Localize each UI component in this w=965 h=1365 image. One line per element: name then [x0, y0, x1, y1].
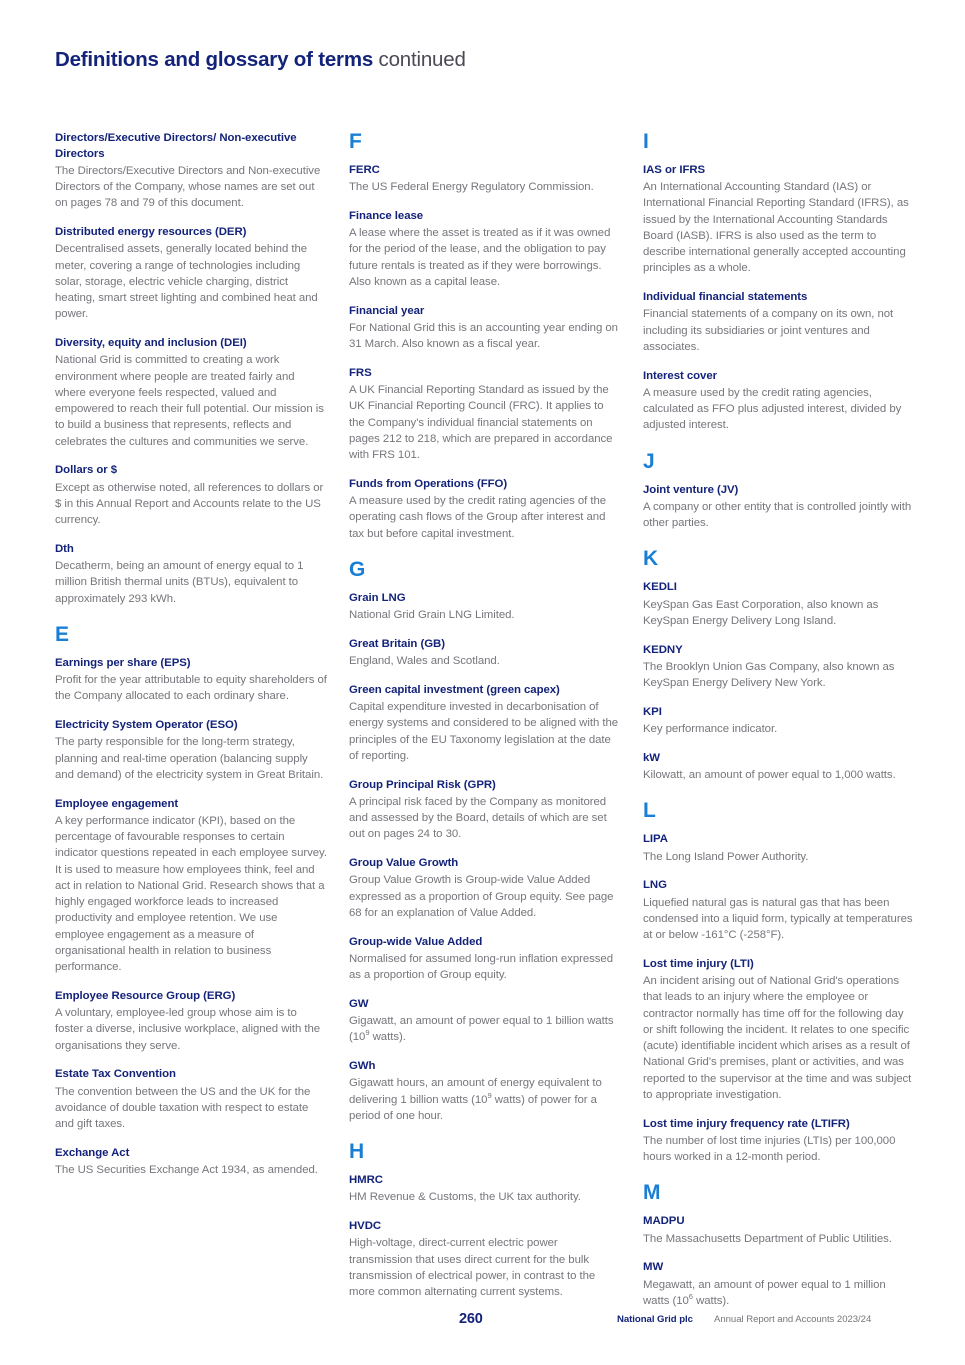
glossary-term: Electricity System Operator (ESO) [55, 719, 238, 732]
footer-company-name: National Grid plc [617, 1314, 693, 1325]
glossary-entry [349, 477, 621, 542]
glossary-columns [55, 131, 915, 1309]
glossary-term: Individual financial statements [643, 291, 808, 304]
glossary-definition: A lease where the asset is treated as if it was owned for the period of the lease, and the obligation to pay future rentals is treated as if they were borrowings. Also known as a capital lease. [349, 227, 611, 288]
glossary-definition: Megawatt, an amount of power equal to 1 million watts ($10^6$ watts). [643, 1278, 886, 1307]
page-title-main: Definitions and glossary of terms [55, 48, 374, 71]
glossary-term: Joint venture (JV) [643, 483, 739, 496]
glossary-definition: High-voltage, direct-current electric power transmission that uses direct current for the bulk transmission of electrical power, in contrast to the more common alternating current systems. [349, 1237, 596, 1299]
glossary-definition: The convention between the US and the UK for the avoidance of double taxation with respect to estate and gift taxes. [55, 1085, 311, 1131]
glossary-term: GW [349, 997, 369, 1010]
glossary-term: IAS or IFRS [643, 164, 706, 176]
glossary-term: KPI [643, 705, 662, 718]
glossary-entry [55, 463, 327, 528]
glossary-term: FERC [349, 164, 380, 176]
glossary-definition: KeySpan Gas East Corporation, also known as KeySpan Energy Delivery Long Island. [643, 598, 879, 627]
glossary-entry [643, 832, 915, 864]
glossary-term: FRS [349, 366, 372, 379]
glossary-definition: For National Grid this is an accounting year ending on 31 March. Also known as a fiscal year. [349, 321, 618, 351]
glossary-term: Grain LNG [349, 591, 406, 604]
page-title [55, 48, 466, 72]
letter-heading-g: G [349, 557, 366, 581]
letter-heading-l: L [643, 799, 656, 823]
letter-heading-h: H [349, 1140, 365, 1164]
glossary-definition: A measure used by the credit rating agencies, calculated as FFO plus adjusted interest, divided by adjusted interest. [643, 386, 902, 432]
glossary-entry [643, 957, 915, 1103]
glossary-definition: A measure used by the credit rating agencies of the operating cash flows of the Group after interest and tax but before capital investment. [349, 495, 607, 540]
glossary-term: MADPU [643, 1215, 685, 1228]
glossary-term: Employee engagement [55, 797, 179, 810]
glossary-definition: An International Accounting Standard (IAS) or International Financial Reporting Standard (IFRS), as issued by the International Accounting Standards Board (IASB). IFRS is also used as the term to describe international generally accepted accounting principles as a whole. [643, 181, 909, 275]
glossary-entry [349, 1219, 621, 1300]
glossary-term: HVDC [349, 1220, 382, 1233]
glossary-entry [55, 718, 327, 783]
glossary-definition: Profit for the year attributable to equity shareholders of the Company allocated to each ordinary share. [55, 674, 327, 703]
glossary-entry [349, 1059, 621, 1124]
glossary-entry [349, 856, 621, 921]
glossary-entry [349, 209, 621, 290]
glossary-definition: National Grid is committed to creating a work environment where people are treated fairly and where everyone feels respected, valued and empowered to reach their full potential. Our mission is to build a business that represents, reflects and celebrates the cultures and communities we serve. [55, 354, 324, 448]
glossary-definition: A UK Financial Reporting Standard as issued by the UK Financial Reporting Council (FRC). It applies to the Company's individual financial statements on pages 212 to 218, which are prepared in accordance with FRS 101. [349, 384, 613, 462]
glossary-definition: Liquefied natural gas is natural gas that has been condensed into a liquid form, typically at temperatures at or below -161°C (-258°F). [643, 896, 913, 942]
glossary-entry [55, 542, 327, 607]
page-title-continued: continued [378, 48, 466, 71]
glossary-entry [349, 591, 621, 623]
glossary-entry [643, 1260, 915, 1309]
glossary-term: Interest cover [643, 369, 718, 382]
glossary-term: LNG [643, 879, 667, 892]
glossary-definition: England, Wales and Scotland. [349, 655, 500, 668]
glossary-entry [643, 1117, 915, 1166]
glossary-entry [643, 290, 915, 355]
glossary-column-2 [349, 131, 621, 1309]
glossary-definition: The party responsible for the long-term strategy, planning and real-time operation (balancing supply and demand) of the electricity system in Great Britain. [55, 736, 324, 781]
glossary-term: Lost time injury frequency rate (LTIFR) [643, 1117, 850, 1130]
glossary-definition: HM Revenue & Customs, the UK tax authority. [349, 1191, 581, 1204]
glossary-entry [349, 935, 621, 984]
glossary-term: Financial year [349, 304, 425, 317]
glossary-definition: A key performance indicator (KPI), based on the percentage of favourable responses to certain indicator questions repeated in each employee survey. It is used to measure how employees think, feel and act in relation to National Grid. Research shows that a highly engaged workforce leads to increased productivity and employee retention. We use employee engagement as a measure of organisational health in relation to business performance. [55, 814, 327, 974]
glossary-entry [643, 878, 915, 943]
glossary-term: kW [643, 751, 660, 764]
glossary-term: Employee Resource Group (ERG) [55, 989, 236, 1002]
glossary-definition: Except as otherwise noted, all references to dollars or $ in this Annual Report and Accounts relate to the US currency. [55, 481, 324, 527]
glossary-term: Green capital investment (green capex) [349, 683, 560, 696]
glossary-entry [643, 643, 915, 692]
glossary-entry [349, 997, 621, 1046]
glossary-definition: The Directors/Executive Directors and Non-executive Directors of the Company, whose names are set out on pages 78 and 79 of this document. [55, 164, 321, 210]
glossary-definition: Gigawatt, an amount of power equal to 1 billion watts ($10^9$ watts). [349, 1015, 614, 1044]
glossary-entry [55, 1146, 327, 1178]
glossary-definition: The Long Island Power Authority. [643, 850, 809, 863]
glossary-entry [55, 656, 327, 705]
glossary-entry [349, 366, 621, 463]
glossary-term: Great Britain (GB) [349, 637, 445, 650]
glossary-definition: An incident arising out of National Grid's operations that leads to an injury where the employee or contractor normally has time off for the following day or shift following the incident. It relates to one specific (acute) identifiable incident which arises as a result of National Grid's premises, plant or activities, and was reported to the supervisor at the time and was subject to appropriate investigation. [643, 975, 912, 1101]
glossary-entry [349, 1173, 621, 1205]
letter-heading-j: J [643, 449, 655, 473]
footer-report-name: Annual Report and Accounts 2023/24 [714, 1314, 872, 1325]
glossary-entry [643, 1214, 915, 1246]
glossary-definition: The Massachusetts Department of Public Utilities. [643, 1232, 892, 1245]
letter-heading-m: M [643, 1181, 661, 1205]
letter-heading-i: I [643, 130, 649, 153]
glossary-entry [643, 705, 915, 737]
glossary-definition: The Brooklyn Union Gas Company, also known as KeySpan Energy Delivery New York. [643, 660, 895, 690]
glossary-definition: Group Value Growth is Group-wide Value Added expressed as a proportion of Group equity. See page 68 for an explanation of Value Added. [349, 874, 614, 919]
glossary-column-1 [55, 131, 327, 1309]
glossary-definition: A voluntary, employee-led group whose aim is to foster a diverse, inclusive workplace, aligned with the organisations they serve. [55, 1007, 321, 1052]
glossary-term: Group Principal Risk (GPR) [349, 778, 496, 791]
glossary-term: Dollars or $ [55, 464, 118, 477]
glossary-term: Earnings per share (EPS) [55, 656, 191, 669]
glossary-term: Estate Tax Convention [55, 1068, 176, 1081]
page-number: 260 [459, 1311, 483, 1327]
glossary-entry [643, 163, 915, 277]
glossary-definition: Key performance indicator. [643, 723, 778, 736]
glossary-term: Dth [55, 542, 74, 555]
glossary-entry [349, 637, 621, 669]
glossary-definition: Capital expenditure invested in decarbonisation of energy systems and considered to be aligned with the principles of the EU Taxonomy legislation at the date of reporting. [349, 701, 619, 762]
glossary-term: LIPA [643, 833, 668, 846]
glossary-term: KEDLI [643, 581, 677, 594]
letter-heading-k: K [643, 547, 659, 571]
glossary-entry [643, 483, 915, 532]
glossary-entry [55, 131, 327, 212]
glossary-term: Group Value Growth [349, 857, 459, 870]
glossary-entry [55, 797, 327, 976]
letter-heading-e: E [55, 622, 70, 646]
glossary-definition: The US Federal Energy Regulatory Commission. [349, 181, 594, 194]
letter-heading-f: F [349, 130, 362, 153]
glossary-definition: National Grid Grain LNG Limited. [349, 609, 515, 622]
glossary-term: GWh [349, 1060, 376, 1073]
glossary-definition: Decatherm, being an amount of energy equal to 1 million British thermal units (BTUs), equivalent to approximately 293 kWh. [55, 560, 304, 605]
glossary-entry [349, 778, 621, 843]
glossary-definition: A company or other entity that is controlled jointly with other parties. [643, 500, 912, 530]
glossary-entry [55, 1067, 327, 1132]
glossary-term: Directors/Executive Directors/ Non-executive Directors [55, 132, 297, 160]
glossary-term: HMRC [349, 1174, 383, 1187]
glossary-definition: Normalised for assumed long-run inflation expressed as a proportion of Group equity. [349, 952, 613, 982]
glossary-term: Lost time injury (LTI) [643, 957, 754, 970]
glossary-definition: Kilowatt, an amount of power equal to 1,000 watts. [643, 769, 896, 782]
glossary-definition: A principal risk faced by the Company as monitored and assessed by the Board, details of which are set out on pages 24 to 30. [349, 795, 607, 841]
glossary-definition: Gigawatt hours, an amount of energy equivalent to delivering 1 billion watts ($10^9$ watts) of power for a period of one hour. [349, 1077, 602, 1122]
glossary-column-3 [643, 131, 915, 1309]
glossary-term: Group-wide Value Added [349, 935, 483, 948]
glossary-term: Distributed energy resources (DER) [55, 226, 247, 239]
glossary-entry [349, 304, 621, 353]
glossary-definition: Decentralised assets, generally located behind the meter, covering a range of technologies including solar, storage, electric vehicle charging, district heating, smart street lighting and combined heat and power. [55, 243, 318, 321]
glossary-term: KEDNY [643, 643, 683, 656]
glossary-definition: The US Securities Exchange Act 1934, as amended. [55, 1164, 318, 1177]
glossary-term: Exchange Act [55, 1146, 130, 1159]
glossary-entry [55, 989, 327, 1054]
glossary-entry [349, 163, 621, 195]
page-footer [0, 1311, 965, 1337]
glossary-entry [643, 751, 915, 783]
glossary-term: Finance lease [349, 209, 424, 222]
glossary-entry [349, 683, 621, 764]
glossary-term: MW [643, 1261, 664, 1274]
glossary-term: Funds from Operations (FFO) [349, 477, 508, 490]
glossary-term: Diversity, equity and inclusion (DEI) [55, 337, 247, 350]
glossary-entry [643, 369, 915, 434]
glossary-entry [55, 225, 327, 322]
glossary-entry [643, 580, 915, 629]
glossary-entry [55, 336, 327, 450]
glossary-definition: Financial statements of a company on its own, not including its subsidiaries or joint ventures and associates. [643, 308, 894, 353]
glossary-definition: The number of lost time injuries (LTIs) per 100,000 hours worked in a 12-month period. [643, 1134, 896, 1164]
